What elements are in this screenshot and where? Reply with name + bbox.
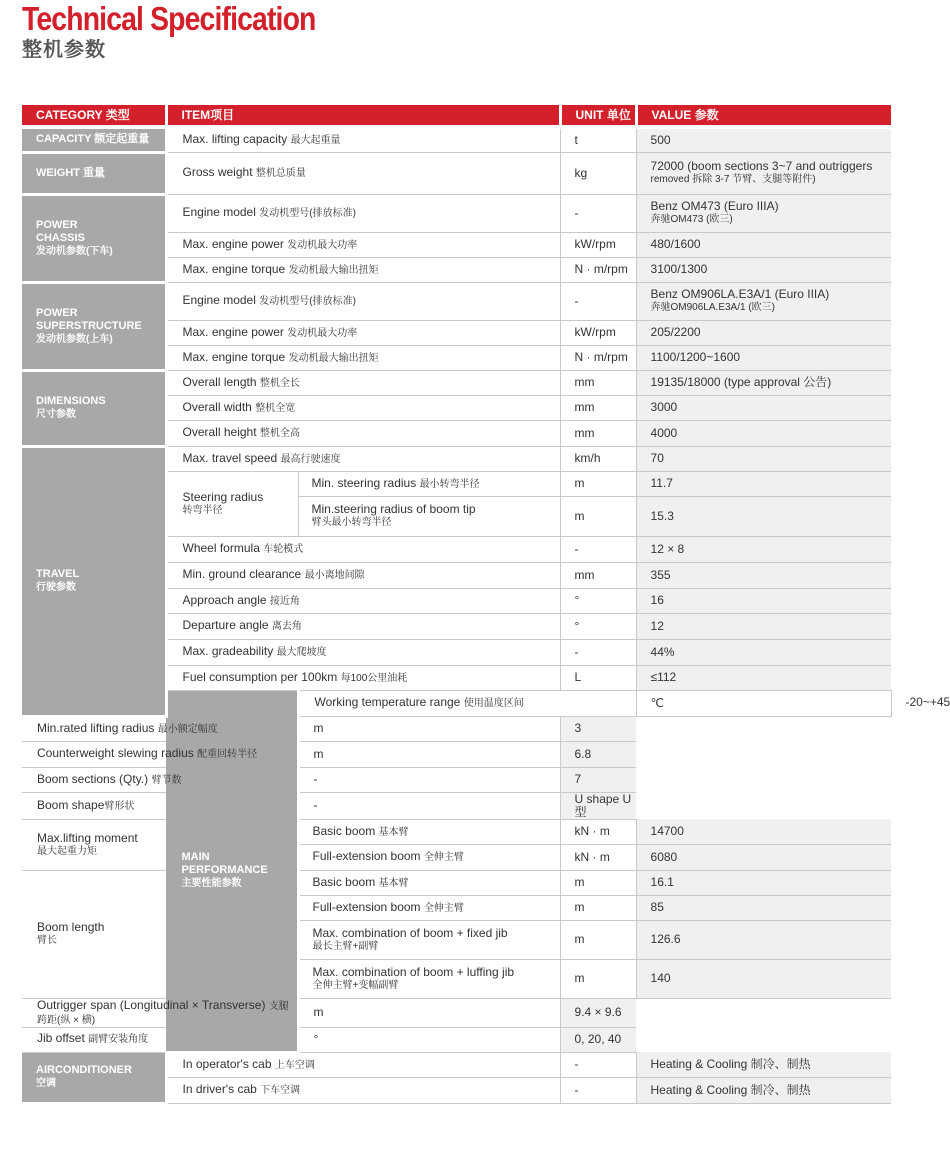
- table-row: [22, 741, 891, 767]
- category-weight: WEIGHT 重量: [22, 152, 166, 194]
- value-cell: 44%: [636, 639, 891, 665]
- item-cell: Overall length 整机全长: [166, 370, 560, 395]
- item-cell: Max. engine power 发动机最大功率: [166, 232, 560, 257]
- category-airconditioner: AIRCONDITIONER 空调: [22, 1052, 166, 1103]
- unit-cell: m: [560, 959, 636, 998]
- unit-cell: -: [560, 282, 636, 320]
- item-cell: In operator's cab 上车空调: [166, 1052, 560, 1077]
- column-header-value: VALUE 参数: [636, 105, 891, 127]
- value-cell: 19135/18000 (type approval 公告): [636, 370, 891, 395]
- group-cell-steering-radius: Steering radius 转弯半径: [166, 471, 298, 536]
- unit-cell: kW/rpm: [560, 320, 636, 345]
- category-main-performance: MAIN PERFORMANCE 主要性能参数: [166, 690, 298, 1052]
- item-cell: Overall width 整机全宽: [166, 395, 560, 420]
- value-cell: U shape U型: [560, 792, 636, 819]
- unit-cell: N · m/rpm: [560, 345, 636, 370]
- item-cell: Gross weight 整机总质量: [166, 152, 560, 194]
- table-row: [22, 152, 891, 194]
- value-cell: 11.7: [636, 471, 891, 496]
- value-cell: 16.1: [636, 870, 891, 895]
- table-row: [22, 998, 891, 1027]
- value-cell: Heating & Cooling 制冷、制热: [636, 1052, 891, 1077]
- value-cell: 0, 20, 40: [560, 1027, 636, 1052]
- item-cell: Max. engine torque 发动机最大输出扭矩: [166, 257, 560, 282]
- table-row: [22, 870, 891, 895]
- table-header-row: [22, 105, 891, 127]
- item-cell: Working temperature range 使用温度区间: [298, 690, 636, 716]
- item-cell: Fuel consumption per 100km 每100公里油耗: [166, 665, 560, 690]
- unit-cell: -: [560, 536, 636, 562]
- item-cell: Max. gradeability 最大爬坡度: [166, 639, 560, 665]
- item-cell: Engine model 发动机型号(排放标准): [166, 194, 560, 232]
- table-row: [22, 282, 891, 320]
- item-cell: Approach angle 接近角: [166, 588, 560, 613]
- value-cell: 500: [636, 127, 891, 152]
- value-cell: 12: [636, 613, 891, 639]
- table-row: [22, 767, 891, 792]
- unit-cell: L: [560, 665, 636, 690]
- unit-cell: mm: [560, 562, 636, 588]
- column-header-item: ITEM项目: [166, 105, 560, 127]
- item-cell: Max. engine torque 发动机最大输出扭矩: [166, 345, 560, 370]
- unit-cell: m: [298, 998, 560, 1027]
- page-subtitle: 整机参数: [22, 39, 106, 61]
- value-cell: 6080: [636, 844, 891, 870]
- value-cell: 205/2200: [636, 320, 891, 345]
- category-power-chassis: POWER CHASSIS 发动机参数(下车): [22, 194, 166, 282]
- value-cell: Benz OM473 (Euro IIIA) 奔驰OM473 (欧三): [636, 194, 891, 232]
- item-cell: Max. combination of boom + fixed jib 最长主臂+副臂: [298, 920, 560, 959]
- unit-cell: -: [298, 767, 560, 792]
- item-cell: Min.steering radius of boom tip 臂头最小转弯半径: [298, 496, 560, 536]
- unit-cell: kN · m: [560, 819, 636, 844]
- item-cell: Max. lifting capacity 最大起重量: [166, 127, 560, 152]
- category-power-superstructure: POWER SUPERSTRUCTURE 发动机参数(上车): [22, 282, 166, 370]
- column-header-unit: UNIT 单位: [560, 105, 636, 127]
- unit-cell: m: [298, 716, 560, 741]
- unit-cell: km/h: [560, 446, 636, 471]
- value-cell: 72000 (boom sections 3~7 and outriggers removed 拆除 3-7 节臂、支腿等附件): [636, 152, 891, 194]
- value-cell: Heating & Cooling 制冷、制热: [636, 1077, 891, 1103]
- category-capacity: CAPACITY 额定起重量: [22, 127, 166, 152]
- unit-cell: -: [560, 1077, 636, 1103]
- group-cell-boom-length: Boom length 臂长: [22, 870, 166, 998]
- spec-table: [22, 105, 950, 1105]
- value-cell: ≤112: [636, 665, 891, 690]
- unit-cell: kN · m: [560, 844, 636, 870]
- unit-cell: m: [560, 471, 636, 496]
- unit-cell: -: [560, 1052, 636, 1077]
- group-cell-max-lifting-moment: Max.lifting moment 最大起重力矩: [22, 819, 166, 870]
- item-cell: Max. travel speed 最高行驶速度: [166, 446, 560, 471]
- category-dimensions: DIMENSIONS 尺寸参数: [22, 370, 166, 446]
- value-cell: 6.8: [560, 741, 636, 767]
- item-cell: Counterweight slewing radius 配重回转半径: [22, 741, 298, 767]
- page-title: Technical Specification: [22, 0, 316, 37]
- item-cell: Max. combination of boom + luffing jib 全伸主臂+变幅副臂: [298, 959, 560, 998]
- table-row: [22, 370, 891, 395]
- value-cell: 140: [636, 959, 891, 998]
- item-cell: Overall height 整机全高: [166, 420, 560, 446]
- unit-cell: m: [560, 870, 636, 895]
- unit-cell: t: [560, 127, 636, 152]
- unit-cell: kW/rpm: [560, 232, 636, 257]
- unit-cell: m: [560, 496, 636, 536]
- item-cell: Min. steering radius 最小转弯半径: [298, 471, 560, 496]
- item-cell: Max. engine power 发动机最大功率: [166, 320, 560, 345]
- value-cell: 7: [560, 767, 636, 792]
- table-row: [22, 1027, 891, 1052]
- item-cell: Full-extension boom 全伸主臂: [298, 895, 560, 920]
- value-cell: 126.6: [636, 920, 891, 959]
- unit-cell: mm: [560, 395, 636, 420]
- value-cell: 9.4 × 9.6: [560, 998, 636, 1027]
- item-cell: In driver's cab 下车空调: [166, 1077, 560, 1103]
- category-travel: TRAVEL 行驶参数: [22, 446, 166, 716]
- item-cell: Basic boom 基本臂: [298, 819, 560, 844]
- value-cell: 16: [636, 588, 891, 613]
- value-cell: 12 × 8: [636, 536, 891, 562]
- table-row: [22, 194, 891, 232]
- item-cell: Boom sections (Qty.) 臂节数: [22, 767, 298, 792]
- item-cell: Full-extension boom 全伸主臂: [298, 844, 560, 870]
- value-cell: Benz OM906LA.E3A/1 (Euro IIIA) 奔驰OM906LA.E3A/1 (欧三): [636, 282, 891, 320]
- table-row: [22, 792, 891, 819]
- table-row: [22, 1052, 891, 1077]
- item-cell: Departure angle 离去角: [166, 613, 560, 639]
- unit-cell: °: [560, 613, 636, 639]
- unit-cell: kg: [560, 152, 636, 194]
- value-cell: 70: [636, 446, 891, 471]
- table-row: [22, 819, 891, 844]
- unit-cell: ℃: [636, 690, 891, 716]
- item-cell: Min.rated lifting radius 最小额定幅度: [22, 716, 298, 741]
- value-cell: 3: [560, 716, 636, 741]
- value-cell: 4000: [636, 420, 891, 446]
- unit-cell: m: [560, 920, 636, 959]
- value-cell: 3100/1300: [636, 257, 891, 282]
- unit-cell: m: [298, 741, 560, 767]
- value-cell: 1100/1200~1600: [636, 345, 891, 370]
- table-row: MAIN PERFORMANCE 主要性能参数 Working temperature range 使用温度区间 ℃ -20~+45: [22, 690, 891, 716]
- value-cell: 14700: [636, 819, 891, 844]
- item-cell: Outrigger span (Longitudinal × Transverse) 支腿跨距(纵 × 横): [22, 998, 298, 1027]
- item-cell: Engine model 发动机型号(排放标准): [166, 282, 560, 320]
- unit-cell: m: [560, 895, 636, 920]
- unit-cell: N · m/rpm: [560, 257, 636, 282]
- item-cell: Basic boom 基本臂: [298, 870, 560, 895]
- item-cell: Min. ground clearance 最小离地间隙: [166, 562, 560, 588]
- value-cell: 85: [636, 895, 891, 920]
- unit-cell: -: [298, 792, 560, 819]
- item-cell: Jib offset 副臂安装角度: [22, 1027, 298, 1052]
- table-row: [22, 127, 891, 152]
- unit-cell: mm: [560, 420, 636, 446]
- table-row: [22, 716, 891, 741]
- value-cell: 15.3: [636, 496, 891, 536]
- unit-cell: mm: [560, 370, 636, 395]
- value-cell: 3000: [636, 395, 891, 420]
- unit-cell: °: [560, 588, 636, 613]
- column-header-category: CATEGORY 类型: [22, 105, 166, 127]
- value-cell: 480/1600: [636, 232, 891, 257]
- table-row: [22, 446, 891, 471]
- item-cell: Wheel formula 车轮模式: [166, 536, 560, 562]
- unit-cell: -: [560, 194, 636, 232]
- unit-cell: -: [560, 639, 636, 665]
- unit-cell: °: [298, 1027, 560, 1052]
- item-cell: Boom shape臂形状: [22, 792, 298, 819]
- value-cell: 355: [636, 562, 891, 588]
